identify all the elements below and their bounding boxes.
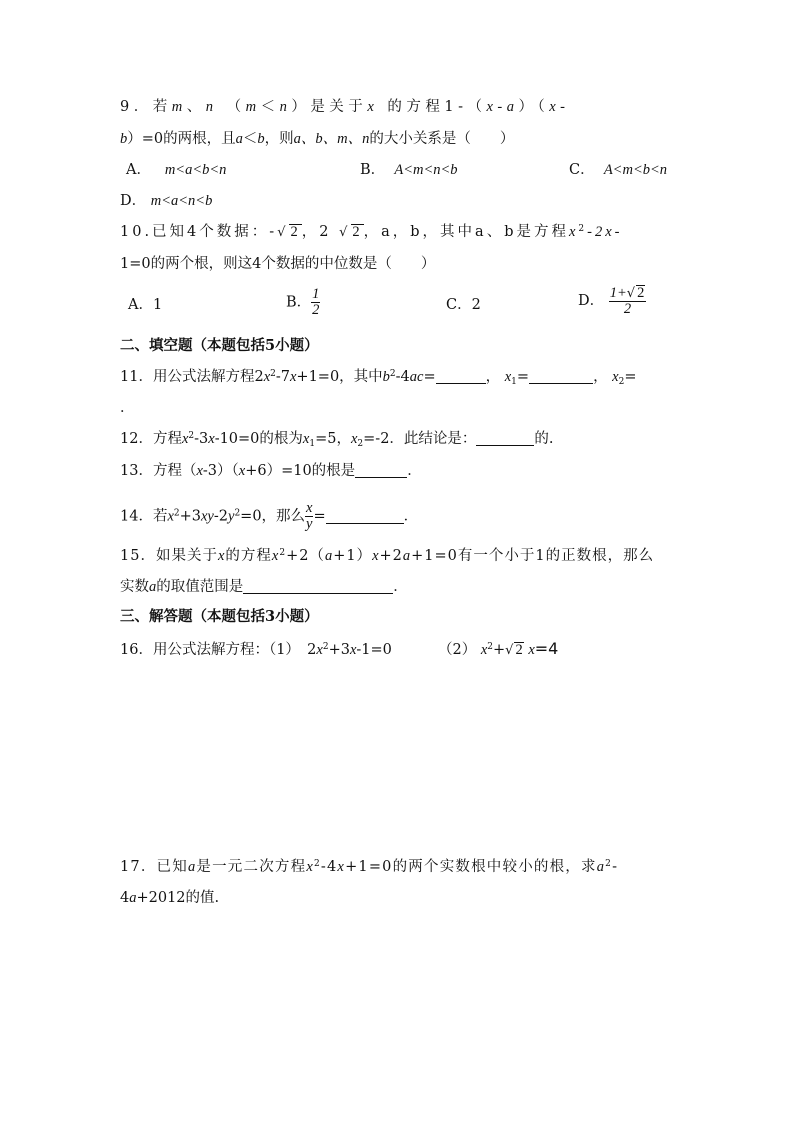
q17-line1: 17．已知a是一元二次方程$x^2-4x+1=0$的两个实数根中较小的根，求$a^2-$: [120, 859, 619, 875]
q10-line1: 10.已知4个数据：-√ 2，2 √ 2，a，b，其中a、b是方程$x^2-2x-$: [120, 224, 623, 240]
q10-option-d: D． $\frac{1+√ 2}{2}$: [578, 285, 645, 317]
q15-blank[interactable]: [243, 579, 393, 594]
q10-b-fraction: $\frac{1}{2}$: [312, 286, 320, 318]
q9-option-a: A． m<a<b<n: [126, 162, 227, 178]
q9-option-c: C． A<m<b<n: [569, 162, 668, 178]
q9-option-b: B． A<m<n<b: [360, 162, 458, 178]
q10-d-fraction: $\frac{1+√ 2}{2}$: [609, 285, 645, 317]
q14-line: 14．若$x^2+3xy-2y^2=0$，那么 $\frac{x}{y}$ = ．: [120, 500, 419, 532]
q12-line: 12．方程$x^2-3x-10=0$的根为$x_1=5$，$x_2=-2$．此结论是： 的.: [120, 431, 554, 449]
section-3-heading: 三、解答题（本题包括3小题）: [120, 608, 319, 625]
section-2-heading: 二、填空题（本题包括5小题）: [120, 337, 319, 354]
q11-line2: ．: [120, 400, 135, 416]
q10-option-a: A．1: [128, 297, 163, 313]
q10-line2: 1=0的两个根，则这4个数据的中位数是（ ）: [120, 256, 436, 272]
q11-blank-1[interactable]: [436, 369, 486, 384]
q10-option-b: B． $\frac{1}{2}$: [286, 286, 320, 318]
q13-blank[interactable]: [355, 463, 407, 478]
q10-option-c: C．2: [446, 297, 481, 313]
q9-line1: 9．若m、n （m＜n）是关于x 的方程1-（x-a）（x-: [120, 99, 570, 115]
q17-line2: 4a+2012的值.: [120, 890, 220, 906]
q14-fraction: $\frac{x}{y}$: [306, 500, 313, 532]
q11-blank-2[interactable]: [529, 369, 593, 384]
q14-blank[interactable]: [326, 509, 404, 524]
q9-option-d: D． m<a<n<b: [120, 193, 213, 209]
q11-line1: 11．用公式法解方程$2x^2-7x+1=0$，其中$b^2-4ac=$ ， $x_1=$ ， $x_2=$: [120, 369, 637, 387]
q9-prefix: 9．若: [120, 99, 172, 115]
q15-line1: 15．如果关于x的方程$x^2+2(a+1)x+2a+1=0$有一个小于1的正数根，那么: [120, 548, 655, 564]
q12-blank[interactable]: [476, 431, 534, 446]
q13-line: 13．方程（x-3）（x+6）=10的根是 ．: [120, 463, 422, 479]
q16-line: 16．用公式法解方程：（1） $2x^2+3x-1=0$ （2） $x^2+√$ 2 x=4: [120, 639, 559, 658]
q9-line2: b）=0的两根，且a＜b，则a、b、m、n的大小关系是（ ）: [120, 131, 515, 147]
q15-line2: 实数a的取值范围是 ．: [120, 579, 408, 595]
